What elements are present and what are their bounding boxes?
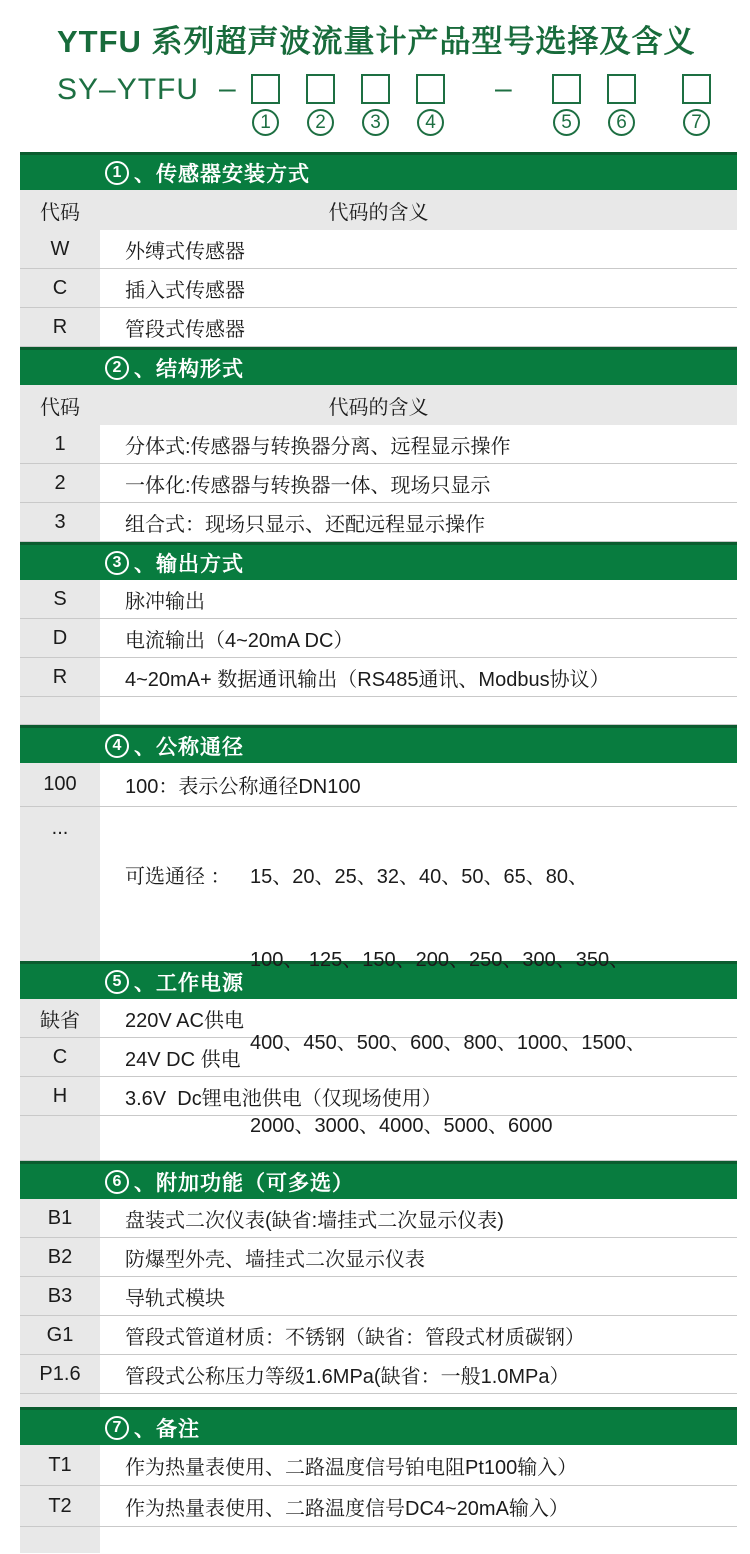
meaning-cell: 电流输出（4~20mA DC） xyxy=(125,629,354,652)
table-row xyxy=(20,1355,737,1394)
code-cell: D xyxy=(20,619,100,657)
code-cell: T2 xyxy=(20,1486,100,1526)
diameter-values-1: 15、20、25、32、40、50、65、80、 xyxy=(250,866,588,888)
column-header-row xyxy=(20,385,737,425)
code-cell xyxy=(20,697,100,724)
table-row xyxy=(20,999,737,1038)
circled-number-icon: 7 xyxy=(105,1416,129,1440)
model-box-icon xyxy=(251,74,280,104)
circled-number-icon: 3 xyxy=(362,109,389,136)
section-title: 、输出方式 xyxy=(134,552,244,576)
model-box-icon xyxy=(306,74,335,104)
code-cell xyxy=(20,1527,100,1553)
table-row xyxy=(20,658,737,697)
model-position-7 xyxy=(682,74,711,136)
page-header xyxy=(0,0,750,152)
model-box-icon xyxy=(416,74,445,104)
meaning-cell: 作为热量表使用、二路温度信号DC4~20mA输入） xyxy=(125,1497,569,1520)
model-position-2 xyxy=(306,74,335,136)
diameter-values-3: 400、450、500、600、800、1000、1500、 xyxy=(250,1032,646,1054)
code-cell: C xyxy=(20,269,100,307)
meaning-cell: 管段式传感器 xyxy=(125,318,245,341)
code-cell: B2 xyxy=(20,1238,100,1276)
code-cell: ... xyxy=(20,807,100,961)
code-cell: P1.6 xyxy=(20,1355,100,1393)
circled-number-icon: 4 xyxy=(105,734,129,758)
meaning-cell: 100：表示公称通径DN100 xyxy=(125,776,361,798)
meaning-cell: 4~20mA+ 数据通讯输出（RS485通讯、Modbus协议） xyxy=(125,668,610,691)
table-row xyxy=(20,269,737,308)
table-row xyxy=(20,763,737,807)
table-row-empty xyxy=(20,1116,737,1161)
section-title: 、附加功能（可多选） xyxy=(134,1171,354,1195)
section-7-header xyxy=(20,1407,737,1445)
model-position-1 xyxy=(251,74,280,136)
code-cell: 2 xyxy=(20,464,100,502)
code-cell xyxy=(20,1394,100,1407)
meaning-cell xyxy=(106,1116,737,1160)
table-row xyxy=(20,230,737,269)
code-cell: S xyxy=(20,580,100,618)
section-4-header xyxy=(20,725,737,763)
table-row xyxy=(20,425,737,464)
meaning-cell: 分体式:传感器与转换器分离、远程显示操作 xyxy=(125,435,511,458)
code-cell: 100 xyxy=(20,763,100,806)
section-1-header xyxy=(20,152,737,190)
meaning-cell xyxy=(106,1394,737,1407)
diameter-line-1 xyxy=(125,859,737,896)
meaning-cell: 盘装式二次仪表(缺省:墙挂式二次显示仪表) xyxy=(125,1209,504,1232)
table-row xyxy=(20,1277,737,1316)
diameter-values-2: 100、 125、150、200、250、300、350、 xyxy=(250,949,630,971)
meaning-cell: 管段式管道材质：不锈钢（缺省：管段式材质碳钢） xyxy=(125,1326,585,1349)
section-3-header xyxy=(20,542,737,580)
meaning-cell: 防爆型外壳、墙挂式二次显示仪表 xyxy=(125,1248,425,1271)
circled-number-icon: 3 xyxy=(105,551,129,575)
model-position-3 xyxy=(361,74,390,136)
circled-number-icon: 1 xyxy=(252,109,279,136)
meaning-header-cell: 代码的含义 xyxy=(328,396,429,419)
dash-icon: – xyxy=(218,72,236,105)
circled-number-icon: 1 xyxy=(105,161,129,185)
code-cell: W xyxy=(20,230,100,268)
meaning-header-cell: 代码的含义 xyxy=(328,201,429,224)
section-2-header xyxy=(20,347,737,385)
table-row xyxy=(20,580,737,619)
diameter-values-4: 2000、3000、4000、5000、6000 xyxy=(250,1115,553,1137)
meaning-cell: 一体化:传感器与转换器一体、现场只显示 xyxy=(125,474,491,497)
meaning-cell: 3.6V Dc锂电池供电（仅现场使用） xyxy=(125,1087,442,1110)
circled-number-icon: 6 xyxy=(608,109,635,136)
section-title: 、工作电源 xyxy=(134,971,244,995)
meaning-cell xyxy=(106,697,737,724)
code-cell: 缺省 xyxy=(20,999,100,1037)
table-row xyxy=(20,1077,737,1116)
code-cell: 3 xyxy=(20,503,100,541)
table-row-empty xyxy=(20,1527,737,1553)
code-cell: B1 xyxy=(20,1199,100,1237)
model-box-icon xyxy=(361,74,390,104)
table-row xyxy=(20,1445,737,1486)
code-cell: R xyxy=(20,658,100,696)
meaning-cell: 导轨式模块 xyxy=(125,1287,225,1310)
code-cell xyxy=(20,1116,100,1160)
column-header-row xyxy=(20,190,737,230)
code-cell: 1 xyxy=(20,425,100,463)
section-title: 、备注 xyxy=(134,1417,200,1441)
meaning-cell: 脉冲输出 xyxy=(125,590,205,613)
model-position-4 xyxy=(416,74,445,136)
model-box-icon xyxy=(682,74,711,104)
circled-number-icon: 6 xyxy=(105,1170,129,1194)
code-cell: R xyxy=(20,308,100,346)
code-cell: C xyxy=(20,1038,100,1076)
table-row xyxy=(20,619,737,658)
code-cell: B3 xyxy=(20,1277,100,1315)
page-title: YTFU 系列超声波流量计产品型号选择及含义 xyxy=(57,24,696,59)
model-position-6 xyxy=(607,74,636,136)
table-row-empty xyxy=(20,1394,737,1407)
model-position-5 xyxy=(552,74,581,136)
meaning-cell: 插入式传感器 xyxy=(125,279,245,302)
circled-number-icon: 5 xyxy=(553,109,580,136)
code-header-cell: 代码 xyxy=(40,396,80,419)
model-box-icon xyxy=(607,74,636,104)
table-row xyxy=(20,1486,737,1527)
meaning-cell: 组合式：现场只显示、还配远程显示操作 xyxy=(125,513,485,536)
meaning-cell: 管段式公称压力等级1.6MPa(缺省：一般1.0MPa） xyxy=(125,1365,570,1388)
meaning-cell: 外缚式传感器 xyxy=(125,240,245,263)
dash-icon: – xyxy=(494,72,512,105)
table-row xyxy=(20,503,737,542)
model-code-row xyxy=(57,74,737,136)
table-row xyxy=(20,308,737,347)
table-row xyxy=(20,464,737,503)
meaning-cell xyxy=(106,1527,737,1553)
circled-number-icon: 2 xyxy=(105,356,129,380)
table-row xyxy=(20,1316,737,1355)
circled-number-icon: 2 xyxy=(307,109,334,136)
table-row-empty xyxy=(20,697,737,725)
section-title: 、结构形式 xyxy=(134,357,244,381)
code-cell: H xyxy=(20,1077,100,1115)
model-selection-table xyxy=(20,152,737,1553)
table-row xyxy=(20,1238,737,1277)
meaning-cell: 24V DC 供电 xyxy=(125,1048,241,1071)
section-title: 、公称通径 xyxy=(134,735,244,759)
meaning-cell: 作为热量表使用、二路温度信号铂电阻Pt100输入） xyxy=(125,1456,578,1479)
circled-number-icon: 4 xyxy=(417,109,444,136)
model-prefix: SY–YTFU xyxy=(57,73,200,106)
code-cell: G1 xyxy=(20,1316,100,1354)
circled-number-icon: 7 xyxy=(683,109,710,136)
circled-number-icon: 5 xyxy=(105,970,129,994)
section-title: 、传感器安装方式 xyxy=(134,162,310,186)
model-box-icon xyxy=(552,74,581,104)
table-row xyxy=(20,1038,737,1077)
diameter-options-label: 可选通径 ： xyxy=(125,866,231,888)
code-header-cell: 代码 xyxy=(40,201,80,224)
meaning-cell: 220V AC供电 xyxy=(125,1009,244,1032)
code-cell: T1 xyxy=(20,1445,100,1485)
table-row xyxy=(20,1199,737,1238)
